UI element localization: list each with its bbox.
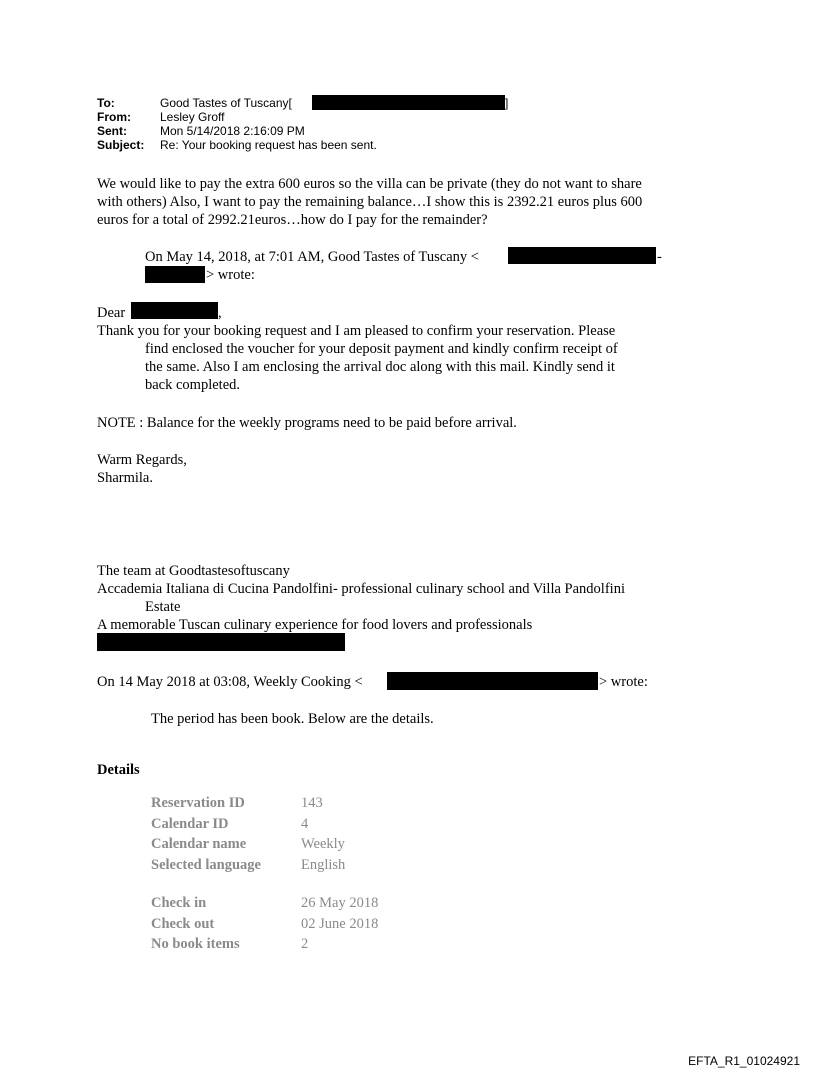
redaction-block [508,247,656,264]
header-sent-value: Mon 5/14/2018 2:16:09 PM [160,124,305,138]
detail-label: Calendar name [151,836,247,852]
signature-line-4: A memorable Tuscan culinary experience for food lovers and professionals [97,617,533,633]
closing-regards: Warm Regards, [97,452,187,468]
redaction-block [145,266,205,283]
note-text: NOTE : Balance for the weekly programs need to be paid before arrival. [97,415,517,431]
message-line-2: find enclosed the voucher for your deposit payment and kindly confirm receipt of [145,341,618,357]
detail-value: 26 May 2018 [301,895,379,911]
header-from-label: From: [97,110,131,124]
signature-line-1: The team at Goodtastesoftuscany [97,563,290,579]
redaction-block [97,633,345,651]
header-subject-label: Subject: [97,138,145,152]
detail-label: Calendar ID [151,816,229,832]
detail-value: 2 [301,936,309,952]
detail-value: 02 June 2018 [301,916,379,932]
header-to-label: To: [97,96,115,110]
detail-label: Check out [151,916,215,932]
detail-value: 4 [301,816,309,832]
header-to-close: ] [505,96,509,110]
quote-2-header-prefix: On 14 May 2018 at 03:08, Weekly Cooking < [97,674,363,690]
message-line-3: the same. Also I am enclosing the arrival doc along with this mail. Kindly send it [145,359,615,375]
header-sent-label: Sent: [97,124,127,138]
details-heading: Details [97,762,140,778]
document-id: EFTA_R1_01024921 [688,1054,800,1068]
sender-name: Sharmila. [97,470,153,486]
detail-label: No book items [151,936,240,952]
quote-header-line-2: > wrote: [206,267,255,283]
quote-2-body: The period has been book. Below are the details. [151,711,434,727]
header-to-value: Good Tastes of Tuscany[ [160,96,292,110]
greeting-comma: , [218,305,222,321]
detail-label: Check in [151,895,207,911]
redaction-block [312,95,505,110]
detail-value: 143 [301,795,323,811]
greeting: Dear [97,305,126,321]
reply-line-3: euros for a total of 2992.21euros…how do I pay for the remainder? [97,212,488,228]
detail-value: Weekly [301,836,345,852]
detail-label: Reservation ID [151,795,245,811]
detail-value: English [301,857,346,873]
reply-line-1: We would like to pay the extra 600 euros so the villa can be private (they do not want to share [97,176,642,192]
redaction-block [387,672,598,690]
signature-line-2: Accademia Italiana di Cucina Pandolfini- professional culinary school and Villa Pandolfini [97,581,625,597]
header-subject-value: Re: Your booking request has been sent. [160,138,377,152]
message-line-4: back completed. [145,377,241,393]
redaction-block [131,302,218,319]
detail-label: Selected language [151,857,261,873]
signature-line-3: Estate [145,599,181,615]
quote-2-header-suffix: > wrote: [599,674,648,690]
header-from-value: Lesley Groff [160,110,225,124]
quote-header-dash: - [657,249,662,265]
quote-header-line-1: On May 14, 2018, at 7:01 AM, Good Tastes of Tuscany < [145,249,479,265]
message-line-1: Thank you for your booking request and I am pleased to confirm your reservation. Please [97,323,616,339]
reply-line-2: with others) Also, I want to pay the remaining balance…I show this is 2392.21 euros plus 600 [97,194,643,210]
